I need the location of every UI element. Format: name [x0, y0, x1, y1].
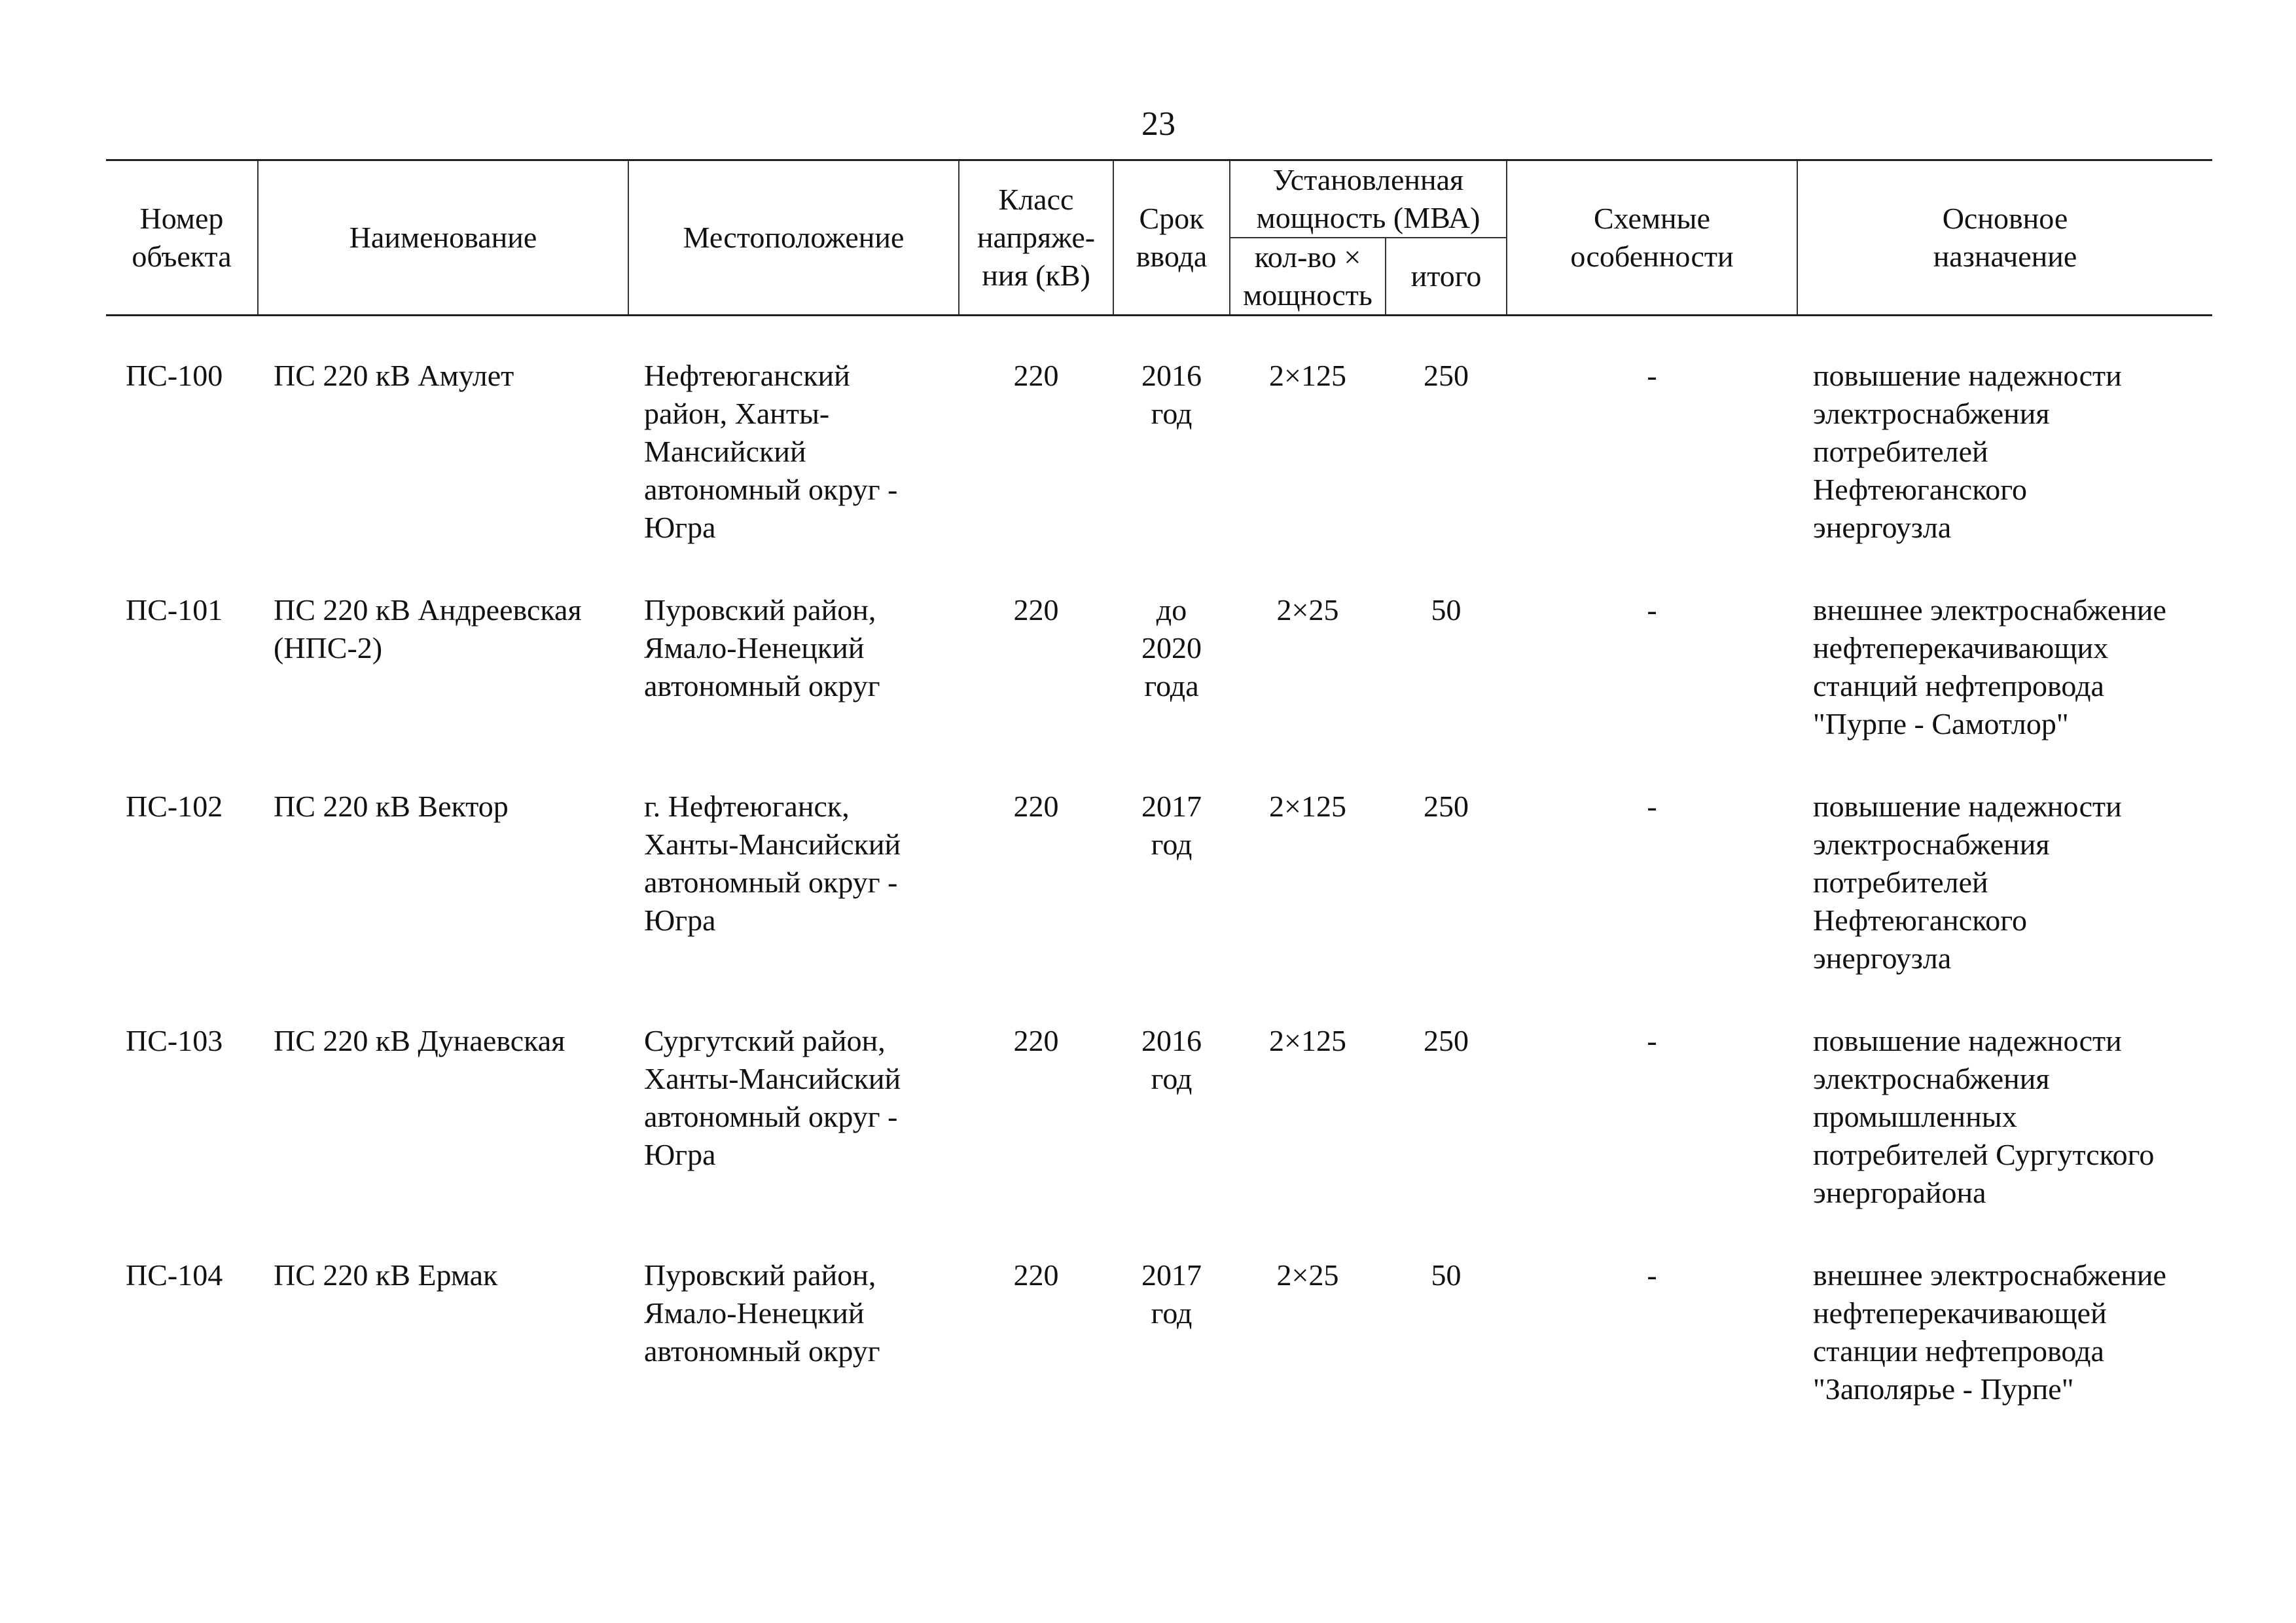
- cell-date: 2017 год: [1141, 1258, 1202, 1330]
- cell-count-power: 2×125: [1269, 359, 1346, 392]
- cell-location: г. Нефтеюганск, Ханты-Мансийский автономный округ - Югра: [644, 790, 901, 937]
- cell-purpose: внешнее электроснабжение нефтеперекачивающих станций нефтепровода "Пурпе - Самотлор": [1813, 593, 2166, 740]
- table-header: [106, 160, 2212, 316]
- cell-count-power: 2×25: [1276, 593, 1339, 627]
- cell-total: 50: [1431, 593, 1462, 627]
- cell-location: Пуровский район, Ямало-Ненецкий автономный округ: [644, 1258, 880, 1368]
- cell-location: Нефтеюганский район, Ханты- Мансийский автономный округ - Югра: [644, 359, 898, 544]
- table-body: [106, 316, 2212, 1453]
- cell-location: Сургутский район, Ханты-Мансийский автономный округ - Югра: [644, 1024, 901, 1171]
- cell-date: 2017 год: [1141, 790, 1202, 861]
- cell-date: до 2020 года: [1141, 593, 1202, 702]
- cell-scheme: -: [1647, 790, 1657, 823]
- cell-name: ПС 220 кВ Вектор: [274, 790, 509, 823]
- cell-purpose: повышение надежности электроснабжения потребителей Нефтеюганского энергоузла: [1813, 359, 2122, 544]
- header-scheme-features: Схемные особенности: [1507, 160, 1797, 316]
- header-commission-date: Срок ввода: [1113, 160, 1230, 316]
- cell-location: Пуровский район, Ямало-Ненецкий автономный округ: [644, 593, 880, 702]
- cell-total: 250: [1424, 1024, 1469, 1057]
- cell-count-power: 2×25: [1276, 1258, 1339, 1292]
- header-count-power: кол-во × мощность: [1230, 238, 1386, 316]
- cell-date: 2016 год: [1141, 359, 1202, 430]
- page-number: 23: [1141, 105, 1175, 143]
- cell-number: ПС-100: [126, 359, 223, 392]
- table-row: [106, 1256, 2212, 1453]
- cell-total: 250: [1424, 359, 1469, 392]
- cell-scheme: -: [1647, 1024, 1657, 1057]
- substations-table: [106, 159, 2212, 1453]
- cell-number: ПС-104: [126, 1258, 223, 1292]
- cell-count-power: 2×125: [1269, 1024, 1346, 1057]
- cell-scheme: -: [1647, 1258, 1657, 1292]
- cell-scheme: -: [1647, 359, 1657, 392]
- table-row: [106, 788, 2212, 1022]
- cell-total: 250: [1424, 790, 1469, 823]
- cell-number: ПС-101: [126, 593, 223, 627]
- cell-voltage: 220: [1013, 593, 1059, 627]
- cell-name: ПС 220 кВ Амулет: [274, 359, 514, 392]
- table-row: [106, 591, 2212, 788]
- table-row: [106, 316, 2212, 592]
- cell-scheme: -: [1647, 593, 1657, 627]
- cell-number: ПС-103: [126, 1024, 223, 1057]
- header-location: Местоположение: [628, 160, 959, 316]
- cell-voltage: 220: [1013, 790, 1059, 823]
- cell-voltage: 220: [1013, 359, 1059, 392]
- header-voltage-class: Класс напряже- ния (кВ): [959, 160, 1113, 316]
- cell-voltage: 220: [1013, 1024, 1059, 1057]
- cell-date: 2016 год: [1141, 1024, 1202, 1095]
- header-installed-capacity: Установленная мощность (МВА): [1230, 160, 1507, 238]
- cell-purpose: повышение надежности электроснабжения промышленных потребителей Сургутского энергорайона: [1813, 1024, 2155, 1209]
- header-total: итого: [1386, 238, 1507, 316]
- table-row: [106, 1022, 2212, 1256]
- cell-name: ПС 220 кВ Дунаевская: [274, 1024, 565, 1057]
- header-number: Номер объекта: [106, 160, 258, 316]
- cell-voltage: 220: [1013, 1258, 1059, 1292]
- cell-purpose: внешнее электроснабжение нефтеперекачивающей станции нефтепровода "Заполярье - Пурпе": [1813, 1258, 2166, 1406]
- cell-count-power: 2×125: [1269, 790, 1346, 823]
- header-main-purpose: Основное назначение: [1797, 160, 2212, 316]
- cell-purpose: повышение надежности электроснабжения потребителей Нефтеюганского энергоузла: [1813, 790, 2122, 975]
- cell-name: ПС 220 кВ Андреевская (НПС-2): [274, 593, 582, 665]
- cell-number: ПС-102: [126, 790, 223, 823]
- cell-name: ПС 220 кВ Ермак: [274, 1258, 498, 1292]
- cell-total: 50: [1431, 1258, 1462, 1292]
- header-name: Наименование: [258, 160, 628, 316]
